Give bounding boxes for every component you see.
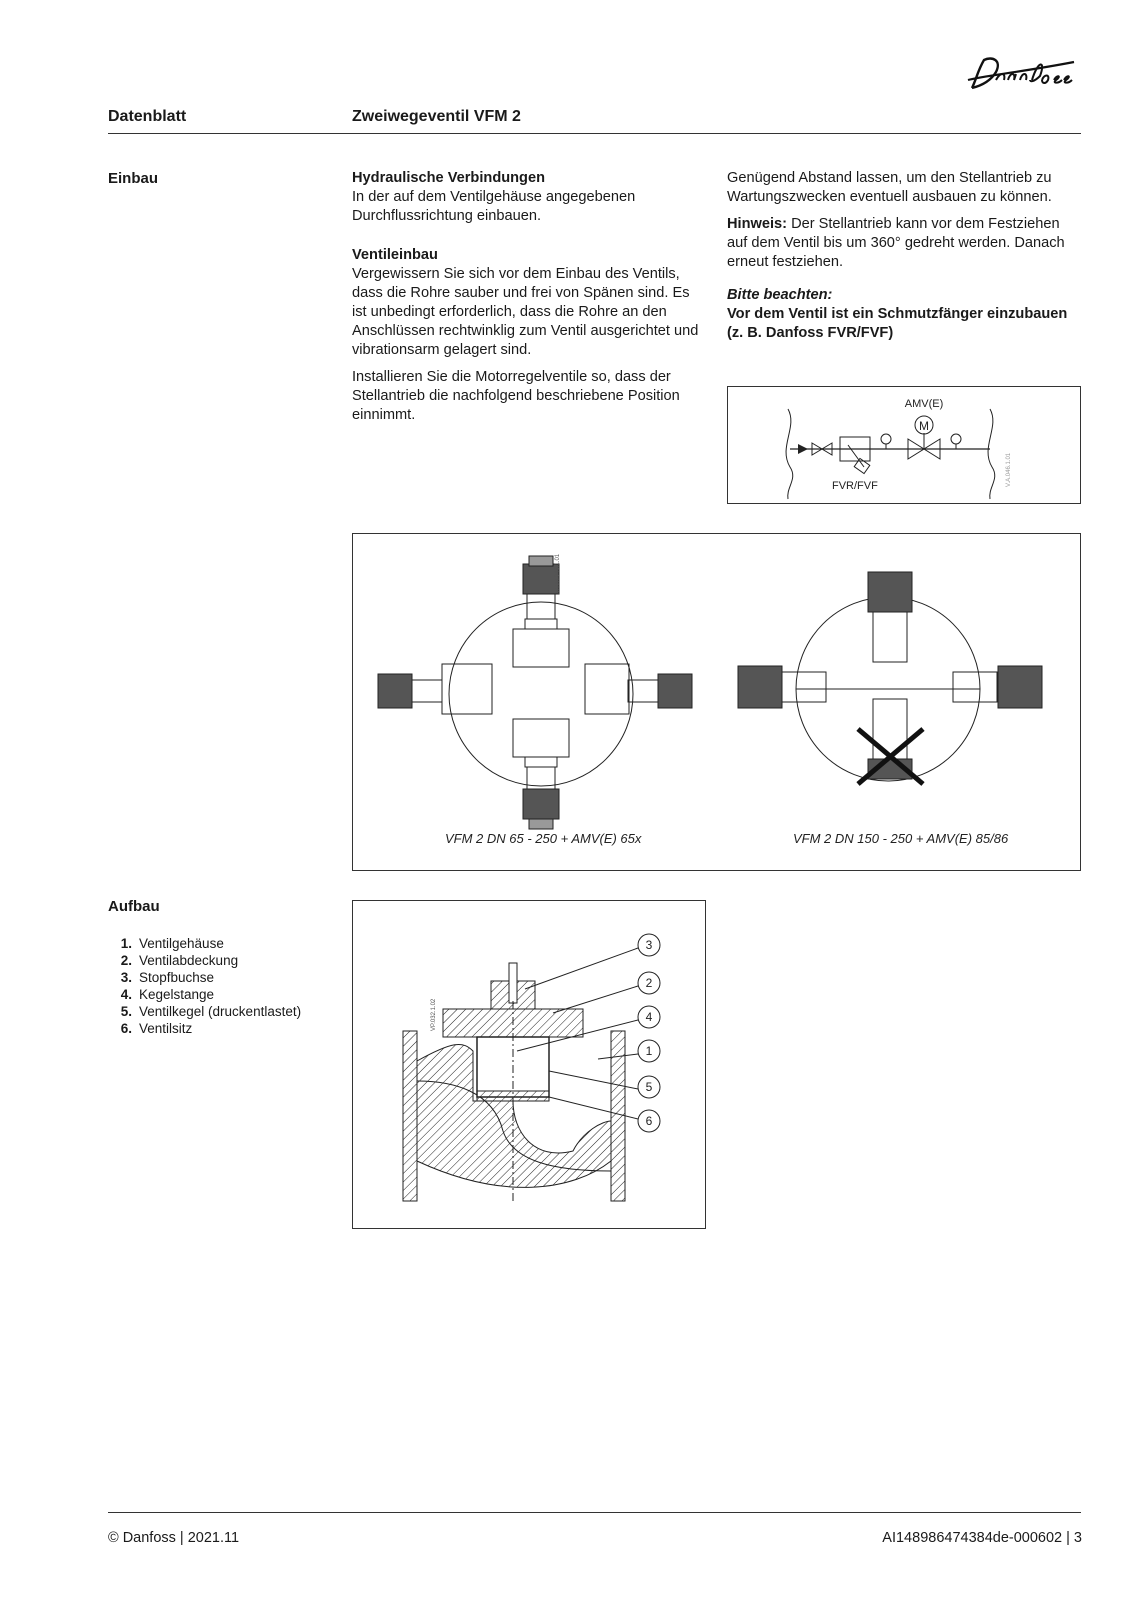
hydraulic-heading: Hydraulische Verbindungen — [352, 170, 546, 186]
callout-4: 4 — [645, 1010, 653, 1024]
list-item: 3. Stopfbuchse — [120, 970, 215, 985]
actuator-right-top — [868, 572, 912, 662]
actuator-bottom — [523, 767, 559, 829]
cross-section-drawing-code: VP.032.1.02 — [431, 998, 437, 1031]
orientation-diagram — [353, 534, 1080, 870]
actuator-right — [585, 664, 692, 714]
callout-6: 6 — [645, 1114, 653, 1128]
motor-valve-text: Installieren Sie die Motorregelventile so, dass der Stellantrieb die nachfolgend beschriebene Position einnimmt. — [352, 369, 680, 423]
note-paragraph — [727, 215, 1072, 272]
hydraulic-text: In der auf dem Ventilgehäuse angegebenen Durchflussrichtung einbauen. — [352, 189, 636, 224]
list-item: 2. Ventilabdeckung — [120, 953, 239, 968]
parts-list — [108, 935, 301, 1037]
list-item: 4. Kegelstange — [120, 987, 215, 1002]
header-rule — [108, 133, 1081, 134]
callout-5: 5 — [645, 1080, 653, 1094]
footer-rule — [108, 1512, 1081, 1513]
valve-center-bottom — [513, 719, 569, 767]
clearance-text: Genügend Abstand lassen, um den Stellantrieb zu Wartungszwecken eventuell ausbauen zu können. — [727, 170, 1052, 205]
footer-doc-id: AI148986474384de-000602 | 3 — [882, 1530, 1082, 1546]
einbau-column-middle — [352, 169, 707, 433]
note-label: Hinweis: — [727, 216, 788, 232]
caption-right: VFM 2 DN 150 - 250 + AMV(E) 85/86 — [793, 831, 1009, 846]
attention-block — [727, 286, 1072, 343]
schematic-diagram-box — [727, 386, 1081, 504]
actuator-right-right — [953, 666, 1042, 708]
attention-label: Bitte beachten: — [727, 287, 833, 303]
flange-left — [403, 1031, 417, 1201]
note-text: Der Stellantrieb kann vor dem Festziehen auf dem Ventil bis um 360° gedreht werden. Danach erneut festziehen. — [727, 216, 1065, 270]
callout-2: 2 — [645, 976, 653, 990]
section-aufbau-heading: Aufbau — [108, 898, 160, 915]
cross-section-box — [352, 900, 706, 1229]
callout-1: 1 — [645, 1044, 653, 1058]
list-item: 6. Ventilsitz — [120, 1021, 193, 1036]
piping-schematic — [728, 387, 1080, 503]
einbau-column-right — [727, 169, 1072, 343]
actuator-top — [523, 556, 559, 619]
actuator-label: AMV(E) — [904, 398, 944, 410]
orientation-diagram-box — [352, 533, 1081, 871]
footer-copyright: © Danfoss | 2021.11 — [108, 1530, 240, 1546]
document-title: Zweiwegeventil VFM 2 — [352, 108, 521, 125]
valve-center-top — [513, 619, 569, 667]
list-item: 5. Ventilkegel (druckentlastet) — [120, 1004, 302, 1019]
schematic-drawing-code: V.A.046.1.01 — [1006, 452, 1012, 487]
gauge-icon — [881, 434, 891, 444]
valve-cross-section — [353, 901, 705, 1228]
caption-left: VFM 2 DN 65 - 250 + AMV(E) 65x — [445, 831, 642, 846]
danfoss-logo — [962, 50, 1082, 95]
actuator-left — [378, 664, 492, 714]
strainer-label: FVR/FVF — [832, 480, 878, 492]
document-type: Datenblatt — [108, 108, 187, 125]
actuator-right-left — [738, 666, 826, 708]
list-item: 1. Ventilgehäuse — [120, 936, 224, 951]
flow-arrow-icon — [798, 444, 808, 454]
callout-3: 3 — [645, 938, 653, 952]
valve-install-heading: Ventileinbau — [352, 247, 438, 263]
orientation-drawing-code: MV.M.046.1.01 — [555, 553, 561, 594]
valve-install-text: Vergewissern Sie sich vor dem Einbau des Ventils, dass die Rohre sauber und frei von Spänen sind. Es ist unbedingt erforderlich, dass die Rohre an den Anschlüssen rechtwinklig zum Ventil ausgerichtet und vibrationsarm gelagert sind. — [352, 266, 699, 358]
motor-symbol: M — [919, 419, 929, 433]
section-einbau-heading: Einbau — [108, 170, 159, 187]
attention-text: Vor dem Ventil ist ein Schmutzfänger einzubauen (z. B. Danfoss FVR/FVF) — [727, 306, 1068, 341]
